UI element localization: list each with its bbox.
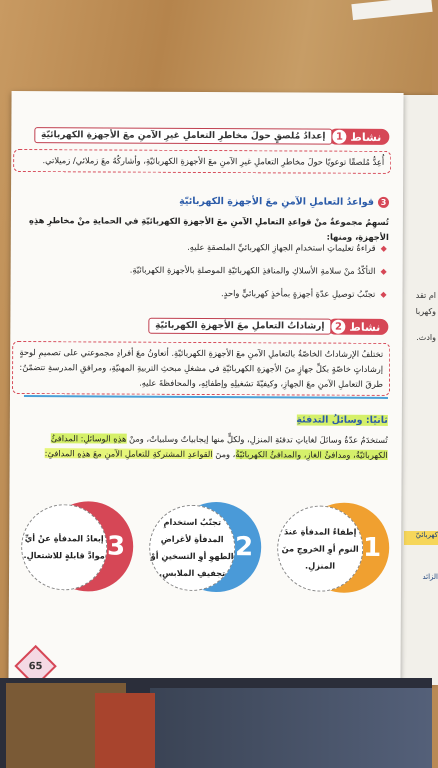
card-text: إطفاءُ المدفأةِ عندَ النومِ أوِ الخروجِ منَ المنزلِ. — [281, 525, 359, 571]
bullet-item — [130, 265, 387, 276]
tip-card-1 — [277, 502, 389, 593]
bullet-icon: ◆ — [380, 266, 387, 276]
activity-badge — [327, 319, 388, 335]
bullet-icon: ◆ — [380, 243, 387, 253]
section-3-intro: تُسهِمُ مجموعةٌ منْ قواعدِ التعاملِ الآمنِ معَ الأجهزةِ الكهربائيّةِ في الحمايةِ منْ مخاطرِ هذِهِ الأجهزةِ، ومنها: — [28, 215, 389, 242]
facing-text-2: وكهربا — [415, 307, 436, 316]
card-content — [277, 505, 363, 591]
facing-tag-2: الزائد — [422, 573, 438, 581]
section-title: قواعدُ التعاملِ الآمنِ معَ الأجهزةِ الكهربائيّةِ — [179, 195, 375, 208]
card-content — [21, 504, 107, 590]
card-text: إبعادُ المدفأةِ عنْ أيِّ موادَّ قابلةٍ للاشتعالِ. — [23, 533, 105, 561]
activity-1-box — [13, 149, 391, 174]
activity-badge — [328, 129, 389, 145]
textbook-page — [8, 91, 403, 693]
facing-tag-1: كهربائيّ — [404, 531, 438, 545]
section-number: 3 — [378, 197, 389, 208]
activity-1-text: أُعِدُّ مُلصقًا توعويًا حولَ مخاطرِ التعاملِ غيرِ الآمنِ معَ الأجهزةِ الكهربائيّةِ، وأشاركُهُ معَ زملائي/ زميلاتي. — [42, 155, 385, 167]
card-number: 1 — [363, 532, 382, 563]
heating-text: ، ومنَ — [212, 449, 236, 460]
bullet-icon: ◆ — [380, 289, 387, 299]
background-object — [150, 688, 432, 768]
card-content — [149, 505, 235, 591]
activity-1-header — [34, 127, 389, 145]
heating-text: تُستخدَمُ عدّةُ وسائلَ لغاياتِ تدفئةِ المنزلِ، ولكلٍّ منها إيجابياتٌ وسلبياتٌ، ومنْ — [126, 433, 388, 445]
facing-page — [398, 95, 438, 685]
card-number: 3 — [107, 531, 126, 562]
activity-number: 1 — [332, 130, 346, 144]
heating-paragraph — [22, 431, 388, 463]
activity-2-header — [148, 318, 388, 335]
bullet-item — [221, 288, 387, 299]
activity-2-text: تختلفُ الإرشاداتُ الخاصّةُ بالتعاملِ الآمنِ معَ الأجهزةِ الكهربائيّةِ. أتعاونُ معَ أفرادِ مجموعتي على تصميمِ لوحةٍ إرشاداتٍ خاصّةٍ بكلِّ جهازٍ منَ الأجهزةِ الكهربائيّةِ في مشغلِ مبحثِ التربيةِ المهنيّةِ، ومرافقِ المدرسةِ تتضمّنُ: طرقَ التعاملِ الآمنِ معَ الجهازِ، وكيفيّةَ تشغيلِهِ وإطفائِهِ، والمحافظةَ عليهِ. — [19, 347, 384, 389]
section-3-heading — [179, 196, 389, 208]
facing-text-1: ام تقد — [415, 291, 436, 300]
card-text: تجنّبُ استخدامِ المدفأةِ لأغراضِ الطهوِ أوِ التسخينِ أوْ تجفيفِ الملابسِ. — [150, 516, 234, 579]
facing-text-3: وادث. — [416, 333, 436, 342]
page-number: 65 — [28, 660, 43, 672]
heating-title: ثانيًا: وسائلُ التدفئةِ — [296, 414, 388, 426]
activity-label: نشاط — [349, 320, 381, 334]
bullet-item — [187, 242, 387, 253]
tip-card-2 — [149, 502, 261, 593]
highlighted-text: القواعدِ المشتركةِ للتعاملِ الآمنِ معَ هذِهِ المدافئِ: — [44, 448, 213, 460]
activity-title: إعدادُ مُلصقٍ حولَ مخاطرِ التعاملِ غيرِ الآمنِ معَ الأجهزةِ الكهربائيّةِ — [34, 127, 333, 145]
activity-label: نشاط — [350, 130, 382, 144]
bullet-text: تجنّبُ توصيلِ عدّةِ أجهزةٍ بمأخذٍ كهربائيٍّ واحدٍ. — [220, 288, 376, 299]
bullet-text: التأكّدُ منْ سلامةِ الأسلاكِ والمنافذِ الكهربائيّةِ الموصلةِ بالأجهزةِ الكهربائيّةِ. — [129, 264, 376, 276]
card-number: 2 — [235, 532, 254, 563]
heating-heading — [296, 414, 388, 425]
background-object — [95, 693, 155, 768]
activity-number: 2 — [331, 320, 345, 334]
tip-card-3 — [21, 501, 133, 592]
activity-title: إرشاداتُ التعاملِ معَ الأجهزةِ الكهربائيّةِ — [148, 318, 331, 335]
highlighted-text: هذِهِ الوسائلِ: المدافئُ الكهربائيّةُ، ومدافئُ الغازِ، والمدافئُ الكهربائيّةُ — [50, 433, 388, 460]
activity-2-box — [12, 341, 390, 396]
bullet-text: قراءةُ تعليماتِ استخدامِ الجهازِ الكهربائيِّ الملصقةِ عليهِ. — [187, 241, 376, 253]
